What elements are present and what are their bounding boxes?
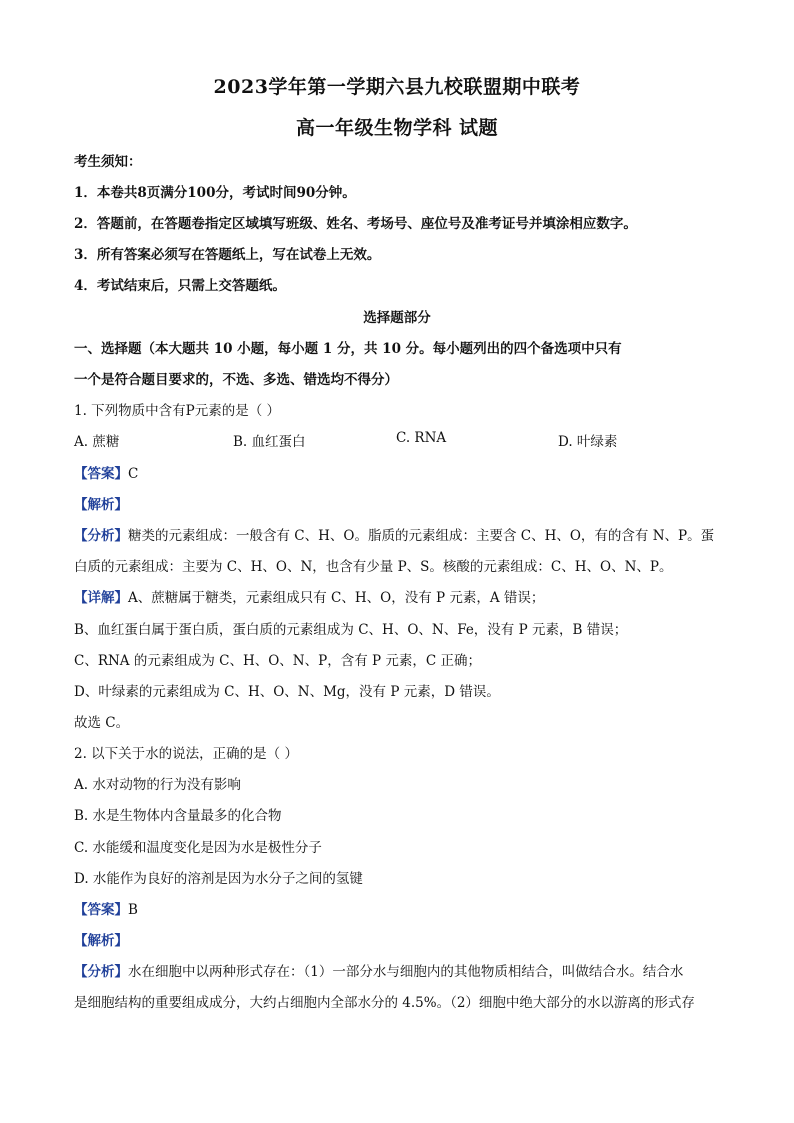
q2-option-d: D. 水能作为良好的溶剂是因为水分子之间的氢键	[74, 871, 363, 887]
q1-fenxi-line-1	[74, 524, 714, 544]
q2-fenxi-line-1	[74, 960, 683, 980]
q1-option-b: B. 血红蛋白	[233, 434, 306, 450]
q1-answer: C	[128, 466, 139, 482]
exam-subtitle: 高一年级生物学科 试题	[295, 117, 499, 139]
q1-option-a: A. 蔗糖	[74, 434, 120, 450]
q2-answer: B	[128, 902, 138, 918]
q2-option-a: A. 水对动物的行为没有影响	[74, 777, 241, 793]
analysis-tag: 【解析】	[74, 933, 128, 949]
notice-item-4: 4．考试结束后，只需上交答题纸。	[74, 278, 286, 294]
q2-analysis-line	[74, 929, 128, 949]
q1-detail-line-1	[74, 586, 544, 606]
q1-option-d: D. 叶绿素	[558, 434, 618, 450]
q1-detail-line-2: B、血红蛋白属于蛋白质，蛋白质的元素组成为 C、H、O、N、Fe，没有 P 元素，B 错误；	[74, 622, 628, 638]
q1-fenxi-line-2: 白质的元素组成：主要为 C、H、O、N，也含有少量 P、S。核酸的元素组成：C、H、O、N、P。	[74, 559, 673, 575]
xiangjie-tag: 【详解】	[74, 590, 128, 606]
q1-detail-line-4: D、叶绿素的元素组成为 C、H、O、N、Mg，没有 P 元素，D 错误。	[74, 684, 500, 700]
q1-option-c: C. RNA	[396, 430, 447, 446]
answer-tag: 【答案】	[74, 466, 128, 482]
q1-detail-line-3: C、RNA 的元素组成为 C、H、O、N、P，含有 P 元素，C 正确；	[74, 653, 481, 669]
notice-item-1: 1．本卷共8页满分100分，考试时间90分钟。	[74, 185, 356, 201]
section-instruction-2: 一个是符合题目要求的，不选、多选、错选均不得分）	[74, 372, 398, 388]
q1-analysis-line	[74, 493, 128, 513]
exam-title: 2023学年第一学期六县九校联盟期中联考	[213, 76, 581, 98]
q2-answer-line	[74, 898, 138, 918]
q2-option-c: C. 水能缓和温度变化是因为水是极性分子	[74, 840, 322, 856]
notice-item-2: 2．答题前，在答题卷指定区域填写班级、姓名、考场号、座位号及准考证号并填涂相应数字。	[74, 216, 637, 232]
section-instruction-1: 一、选择题（本大题共 10 小题，每小题 1 分，共 10 分。每小题列出的四个备选项中只有	[74, 341, 622, 357]
q2-fenxi-text-1: 水在细胞中以两种形式存在：（1）一部分水与细胞内的其他物质相结合，叫做结合水。结合水	[128, 964, 684, 980]
section-title: 选择题部分	[363, 310, 431, 326]
notice-heading: 考生须知：	[74, 154, 142, 170]
notice-item-3: 3．所有答案必须写在答题纸上，写在试卷上无效。	[74, 247, 381, 263]
q1-stem: 1. 下列物质中含有P元素的是（ ）	[74, 403, 281, 419]
fenxi-tag: 【分析】	[74, 528, 128, 544]
q1-answer-line	[74, 462, 138, 482]
q2-fenxi-line-2: 是细胞结构的重要组成成分，大约占细胞内全部水分的 4.5%。（2）细胞中绝大部分的水以游离的形式存	[74, 995, 695, 1011]
q2-stem: 2. 以下关于水的说法，正确的是（ ）	[74, 746, 298, 762]
q1-fenxi-text-1: 糖类的元素组成：一般含有 C、H、O。脂质的元素组成：主要含 C、H、O，有的含有 N、P。蛋	[128, 528, 715, 544]
q1-detail-text-1: A、蔗糖属于糖类，元素组成只有 C、H、O，没有 P 元素，A 错误；	[128, 590, 545, 606]
q2-option-b: B. 水是生物体内含量最多的化合物	[74, 808, 282, 824]
q1-conclusion: 故选 C。	[74, 715, 130, 731]
fenxi-tag: 【分析】	[74, 964, 128, 980]
analysis-tag: 【解析】	[74, 497, 128, 513]
answer-tag: 【答案】	[74, 902, 128, 918]
